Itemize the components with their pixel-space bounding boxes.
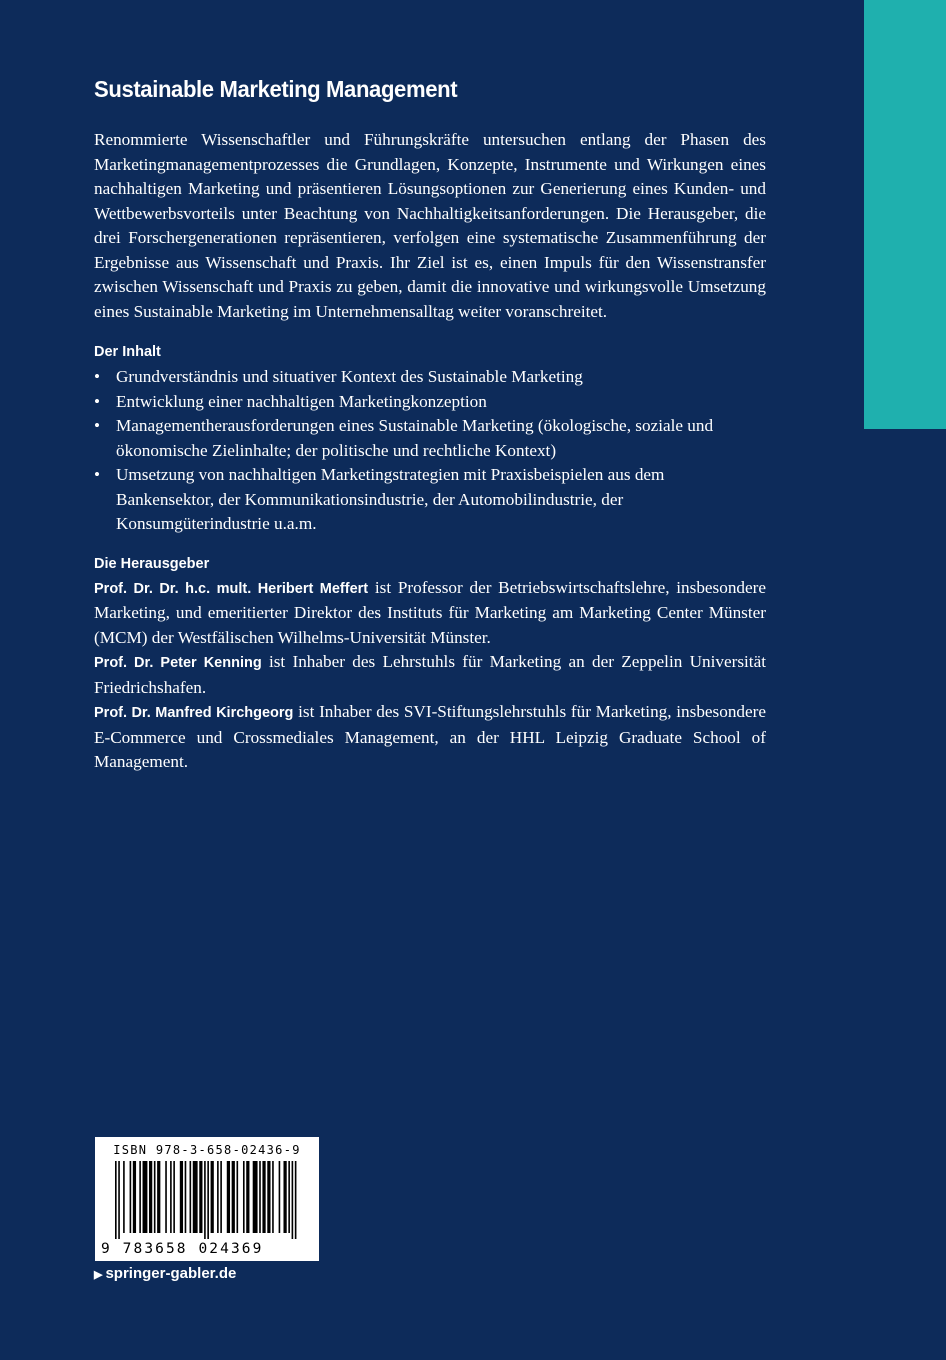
intro-text: Renommierte Wissenschaftler und Führungskräfte untersuchen entlang der Phasen des Marketingmanagementprozesses die Grundlagen, Konzepte, Instrumente und Wirkungen eines nachhaltigen Marketing und präsentieren Lösungsoptionen zur Generierung eines Kunden- und Wettbewerbsvorteils unter Beachtung von Nachhaltigkeitsanforderungen. Die Herausgeber, die drei Forschergenerationen repräsentieren, verfolgen eine systematische Zusammenführung der Ergebnisse aus Wissenschaft und Praxis. Ihr Ziel ist es, einen Impuls für den Wissenstransfer zwischen Wissenschaft und Praxis zu geben, damit die innovative und wirkungsvolle Umsetzung eines Sustainable Marketing im Unternehmensalltag weiter voranschreitet. [94,130,766,321]
editor-entry [94,650,766,700]
bullet-icon: • [94,391,101,411]
editor-description: ist Inhaber des Lehrstuhls für Marketing an der Zeppelin Universität Friedrichshafen. [94,652,766,697]
editor-entry [94,576,766,651]
inhalt-heading: Der Inhalt [94,344,161,360]
editor-description: ist Professor der Betriebswirtschaftslehre, insbesondere Marketing, und emeritierter Direktor des Instituts für Marketing am Marketing Center Münster (MCM) der Westfälischen Wilhelms-Universität Münster. [94,577,766,647]
isbn-barcode [95,1137,319,1261]
inhalt-item-text: Umsetzung von nachhaltigen Marketingstrategien mit Praxisbeispielen aus dem Bankensektor, der Kommunikationsindustrie, der Automobilindustrie, der Konsumgüterindustrie u.a.m. [116,465,665,533]
bullet-icon: • [94,416,101,435]
bullet-icon: • [94,367,101,386]
barcode-digits: 9 783658 024369 [101,1241,264,1257]
arrow-right-icon: ▶ [94,1269,103,1281]
book-title: Sustainable Marketing Management [94,76,458,102]
inhalt-list [94,365,766,537]
inhalt-item [94,463,766,537]
back-cover-content [94,72,766,775]
inhalt-item-text: Entwicklung einer nachhaltigen Marketingkonzeption [116,391,487,411]
inhalt-item [94,390,766,415]
inhalt-item-text: Managementherausforderungen eines Sustainable Marketing (ökologische, soziale und ökonomische Zielinhalte; der politische und rechtliche Kontext) [116,416,714,460]
isbn-label: ISBN 978-3-658-02436-9 [113,1143,301,1157]
inhalt-item-text: Grundverständnis und situativer Kontext des Sustainable Marketing [116,367,583,386]
editor-entry [94,700,766,775]
bullet-icon: • [94,465,101,484]
accent-bar [864,0,946,429]
editor-name: Prof. Dr. Peter Kenning [94,655,262,671]
barcode-icon [115,1161,305,1239]
editor-name: Prof. Dr. Dr. h.c. mult. Heribert Meffert [94,580,369,597]
editor-name: Prof. Dr. Manfred Kirchgeorg [94,705,294,721]
publisher-link[interactable] [94,1264,236,1285]
publisher-url: springer-gabler.de [105,1265,237,1282]
herausgeber-heading: Die Herausgeber [94,555,210,572]
inhalt-item [94,365,766,390]
editor-description: ist Inhaber des SVI-Stiftungslehrstuhls für Marketing, insbesondere E-Commerce und Crossmediales Management, an der HHL Leipzig Graduate School of Management. [94,702,766,771]
inhalt-item [94,414,766,463]
